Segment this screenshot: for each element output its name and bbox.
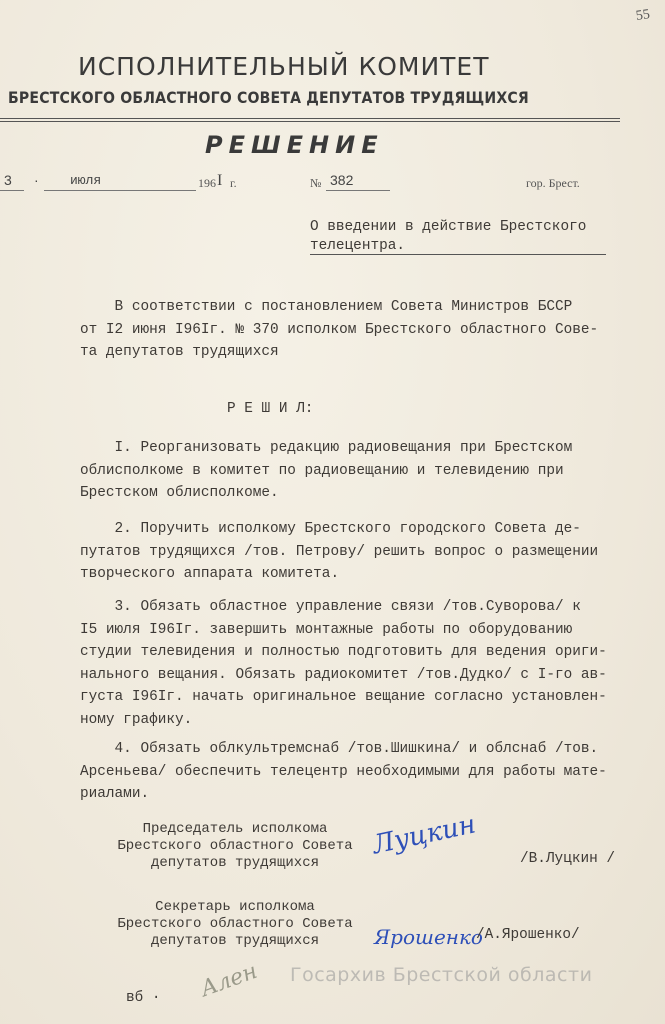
city: гор. Брест. — [526, 176, 580, 190]
pencil-note: Ален — [197, 958, 261, 1003]
item-line: I5 июля I96Iг. завершить монтажные работы по оборудованию — [80, 621, 573, 638]
signature-block-chairman — [100, 821, 370, 872]
letterhead-line-2: БРЕСТСКОГО ОБЛАСТНОГО СОВЕТА ДЕПУТАТОВ ТРУДЯЩИХСЯ — [8, 88, 529, 107]
number-label: № — [310, 176, 322, 190]
item-line: 4. Обязать облкультремснаб /тов.Шишкина/ и облснаб /тов. — [80, 741, 599, 757]
item-line: творческого аппарата комитета. — [80, 566, 340, 582]
decision-number: 382 — [330, 172, 354, 188]
signatory-title-line: Секретарь исполкома — [155, 899, 315, 915]
preamble-line: та депутатов трудящихся — [80, 344, 279, 360]
decision-number-underline — [326, 190, 390, 191]
date-separator: · — [34, 172, 39, 188]
preamble — [80, 296, 650, 364]
document-title: РЕШЕНИЕ — [205, 131, 384, 159]
preamble-line: В соответствии с постановлением Совета Министров БССР — [80, 299, 573, 315]
archive-watermark: Госархив Брестской области — [290, 964, 593, 986]
preamble-line: от I2 июня I96Iг. № 370 исполком Брестского областного Сове- — [80, 321, 599, 338]
item-line: студии телевидения и полностью подготовить для ведения ориги- — [80, 644, 607, 660]
item-3 — [80, 596, 650, 731]
item-line: I. Реорганизовать редакцию радиовещания при Брестском — [80, 440, 573, 456]
item-2 — [80, 518, 650, 586]
page-number: 55 — [634, 7, 651, 24]
date-month: июля — [70, 173, 102, 188]
handwritten-signature-chairman: Луцкин — [370, 809, 479, 861]
item-line: нального вещания. Обязать радиокомитет /тов.Дудко/ с I-го ав- — [80, 666, 607, 683]
item-line: путатов трудящихся /тов. Петрову/ решить вопрос о размещении — [80, 543, 599, 560]
date-year-suffix: I — [217, 172, 223, 189]
item-line: риалами. — [80, 786, 150, 802]
subject-underline — [310, 254, 606, 255]
subject-line-2: телецентра. — [310, 238, 405, 254]
signature-block-secretary — [100, 899, 370, 950]
item-line: густа I96Iг. начать оригинальное вещание согласно установлен- — [80, 689, 607, 705]
item-line: 2. Поручить исполкому Брестского городского Совета де- — [80, 521, 581, 537]
item-4 — [80, 738, 650, 806]
item-line: облисполкоме в комитет по радиовещанию и телевидению при — [80, 462, 564, 479]
decided-heading: Р Е Ш И Л: — [227, 401, 314, 417]
item-line: Брестском облисполкоме. — [80, 485, 279, 501]
signatory-title-line: Брестского областного Совета — [117, 916, 353, 932]
letterhead-line-1: ИСПОЛНИТЕЛЬНЫЙ КОМИТЕТ — [78, 52, 490, 81]
signatory-title-line: депутатов трудящихся — [150, 933, 320, 949]
letterhead-rule-bottom — [0, 121, 620, 122]
item-line: ному графику. — [80, 711, 193, 728]
handwritten-signature-secretary: Ярошенко — [374, 925, 483, 949]
item-1 — [80, 437, 650, 505]
item-line: 3. Обязать областное управление связи /тов.Суворова/ к — [80, 599, 581, 615]
letterhead-rule-top — [0, 118, 620, 119]
date-day: 3 — [4, 172, 12, 188]
date-day-underline — [0, 190, 24, 191]
date-month-underline — [44, 190, 196, 191]
signatory-name-chairman: /В.Луцкин / — [520, 851, 615, 867]
subject-line-1: О введении в действие Брестского — [310, 219, 587, 235]
date-year-prefix: 196 — [198, 176, 216, 190]
signatory-title-line: депутатов трудящихся — [150, 855, 320, 871]
date-year-unit: г. — [230, 176, 237, 190]
item-line: Арсеньева/ обеспечить телецентр необходимыми для работы мате- — [80, 763, 607, 780]
signatory-title-line: Председатель исполкома — [142, 821, 328, 837]
typist-mark: вб · — [126, 990, 161, 1006]
signatory-title-line: Брестского областного Совета — [117, 838, 353, 854]
signatory-name-secretary: /А.Ярошенко/ — [476, 927, 580, 943]
